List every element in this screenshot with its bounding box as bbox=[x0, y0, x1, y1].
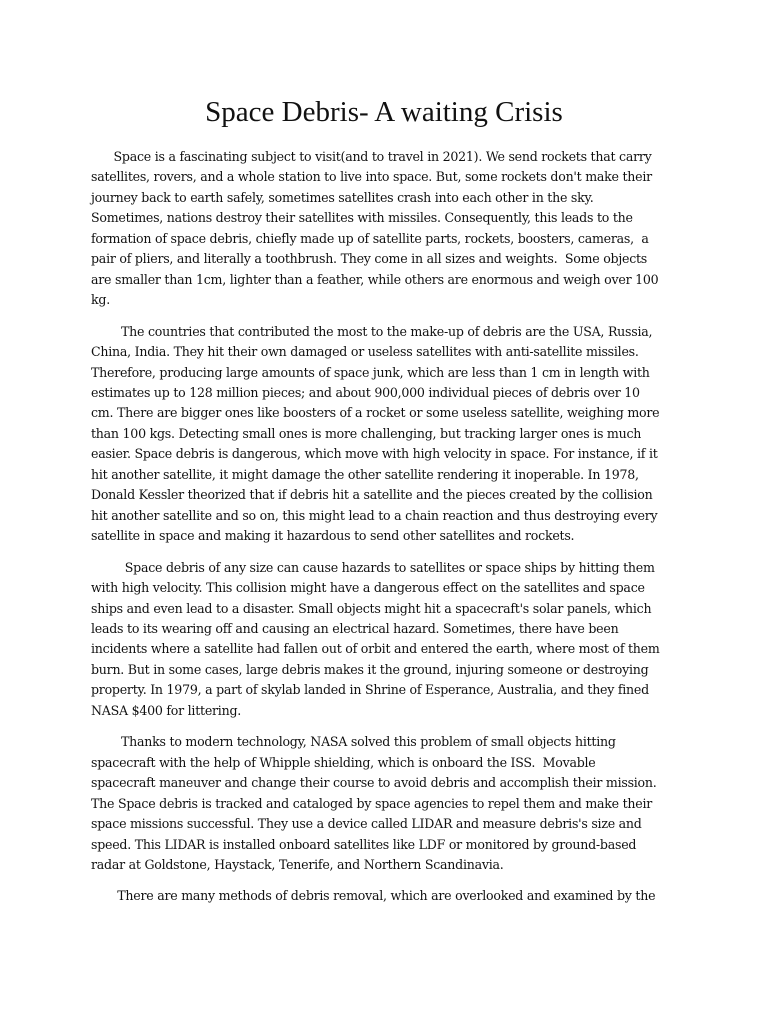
text-line: hit another satellite and so on, this might lead to a chain reaction and thus destroying every bbox=[91, 507, 658, 523]
text-line: Therefore, producing large amounts of space junk, which are less than 1 cm in length with bbox=[91, 364, 650, 380]
text-line: satellites, rovers, and a whole station to live into space. But, some rockets don't make their bbox=[91, 169, 652, 185]
text-line: satellite in space and making it hazardous to send other satellites and rockets. bbox=[91, 528, 575, 544]
text-line: kg. bbox=[91, 292, 110, 308]
text-line: speed. This LIDAR is installed onboard satellites like LDF or monitored by ground-based bbox=[91, 836, 637, 852]
text-line: hit another satellite, it might damage the other satellite rendering it inoperable. In 1978, bbox=[91, 466, 639, 482]
text-line: leads to its wearing off and causing an electrical hazard. Sometimes, there have been bbox=[91, 620, 619, 636]
text-line: There are many methods of debris removal, which are overlooked and examined by the bbox=[91, 888, 656, 904]
paragraph bbox=[91, 886, 681, 906]
text-line: journey back to earth safely, sometimes satellites crash into each other in the sky. bbox=[91, 189, 594, 205]
paragraph bbox=[91, 322, 681, 547]
paragraph bbox=[91, 558, 681, 722]
text-line: cm. There are bigger ones like boosters of a rocket or some useless satellite, weighing more bbox=[91, 405, 660, 421]
text-line: formation of space debris, chiefly made up of satellite parts, rockets, boosters, cameras, a bbox=[91, 230, 649, 246]
text-line: Space debris of any size can cause hazards to satellites or space ships by hitting them bbox=[91, 559, 655, 575]
paragraph bbox=[91, 147, 681, 311]
text-line: ships and even lead to a disaster. Small objects might hit a spacecraft's solar panels, which bbox=[91, 600, 652, 616]
text-line: space missions successful. They use a device called LIDAR and measure debris's size and bbox=[91, 816, 642, 832]
text-line: Donald Kessler theorized that if debris hit a satellite and the pieces created by the collision bbox=[91, 487, 653, 503]
text-line: burn. But in some cases, large debris makes it the ground, injuring someone or destroying bbox=[91, 661, 649, 677]
paragraph bbox=[91, 732, 681, 875]
text-line: spacecraft with the help of Whipple shielding, which is onboard the ISS. Movable bbox=[91, 754, 596, 770]
text-line: Space is a fascinating subject to visit(and to travel in 2021). We send rockets that carry bbox=[91, 149, 652, 164]
document-title: Space Debris- A waiting Crisis bbox=[205, 96, 563, 128]
text-line: Sometimes, nations destroy their satellites with missiles. Consequently, this leads to the bbox=[91, 210, 633, 226]
text-line: are smaller than 1cm, lighter than a feather, while others are enormous and weigh over 100 bbox=[91, 271, 659, 287]
text-line: pair of pliers, and literally a toothbrush. They come in all sizes and weights. Some objects bbox=[91, 251, 648, 267]
text-line: Thanks to modern technology, NASA solved this problem of small objects hitting bbox=[91, 734, 616, 750]
document-body bbox=[91, 147, 681, 918]
text-line: The countries that contributed the most to the make-up of debris are the USA, Russia, bbox=[91, 323, 653, 339]
text-line: incidents where a satellite had fallen out of orbit and entered the earth, where most of them bbox=[91, 641, 660, 657]
text-line: than 100 kgs. Detecting small ones is more challenging, but tracking larger ones is much bbox=[91, 425, 642, 441]
text-line: estimates up to 128 million pieces; and about 900,000 individual pieces of debris over 10 bbox=[91, 384, 640, 400]
text-line: easier. Space debris is dangerous, which move with high velocity in space. For instance, if it bbox=[91, 446, 658, 462]
text-line: The Space debris is tracked and cataloged by space agencies to repel them and make their bbox=[91, 795, 653, 811]
text-line: with high velocity. This collision might have a dangerous effect on the satellites and space bbox=[91, 580, 645, 596]
text-line: spacecraft maneuver and change their course to avoid debris and accomplish their mission. bbox=[91, 775, 657, 791]
text-line: radar at Goldstone, Haystack, Tenerife, and Northern Scandinavia. bbox=[91, 856, 504, 872]
text-line: NASA $400 for littering. bbox=[91, 702, 242, 718]
text-line: property. In 1979, a part of skylab landed in Shrine of Esperance, Australia, and they fined bbox=[91, 682, 649, 698]
text-line: China, India. They hit their own damaged or useless satellites with anti-satellite missiles. bbox=[91, 344, 639, 360]
